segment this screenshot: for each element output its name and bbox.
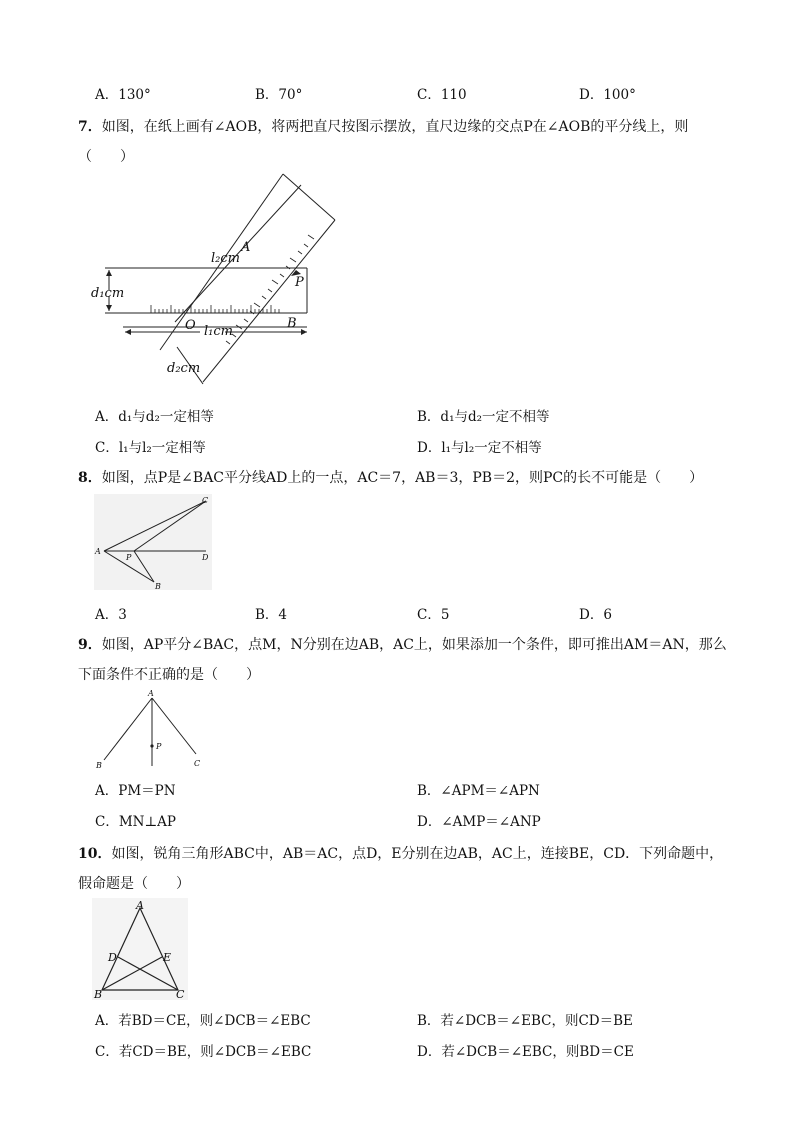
q10-label-b: B [94,988,103,1000]
q9-stem-line1: 9．如图，AP平分∠BAC，点M，N分别在边AB，AC上，如果添加一个条件，即可推出AM＝AN，那么 [78,637,727,653]
q7-option-d: D．l₁与l₂一定不相等 [417,440,542,456]
q7-option-b: B．d₁与d₂一定不相等 [417,409,550,425]
q10-label-d: D [108,951,117,964]
q8-label-a: A [95,547,101,556]
q6-option-b: B．70° [255,87,303,103]
q7-label-b: B [287,316,297,331]
q9-option-d: D．∠AMP＝∠ANP [417,814,541,830]
q8-option-a: A．3 [95,607,127,623]
q10-figure [92,898,188,1000]
q7-stem-line1: 7．如图，在纸上画有∠AOB，将两把直尺按图示摆放，直尺边缘的交点P在∠AOB的平分线上，则 [78,119,689,135]
q7-label-p: P [295,275,304,290]
q8-stem-line1: 8．如图，点P是∠BAC平分线AD上的一点，AC＝7，AB＝3，PB＝2，则PC的长不可能是（ ） [78,470,704,486]
q6-option-d: D．100° [579,87,636,103]
q8-option-b: B．4 [255,607,288,623]
q6-option-a: A．130° [95,87,151,103]
q9-option-b: B．∠APM＝∠APN [417,783,540,799]
q8-label-c: C [202,496,209,505]
q10-label-a: A [136,899,144,912]
q8-label-p: P [126,553,132,562]
q10-stem-line1: 10．如图，锐角三角形ABC中，AB＝AC，点D，E分别在边AB，AC上，连接BE，CD．下列命题中， [78,846,724,862]
q7-label-d1: d₁cm [91,286,125,301]
q9-figure [94,690,206,772]
q7-option-a: A．d₁与d₂一定相等 [95,409,214,425]
q9-option-c: C．MN⊥AP [95,814,177,830]
q7-label-l2: l₂cm [211,251,240,266]
q7-option-c: C．l₁与l₂一定相等 [95,440,206,456]
q7-stem-line2: （ ） [78,149,134,165]
q10-stem-line2: 假命题是（ ） [78,876,190,892]
q9-label-p: P [156,742,162,751]
q10-option-a: A．若BD＝CE，则∠DCB＝∠EBC [95,1013,311,1029]
q8-figure [94,494,212,590]
q8-option-d: D．6 [579,607,612,623]
q10-option-c: C．若CD＝BE，则∠DCB＝∠EBC [95,1044,312,1060]
q10-label-c: C [176,988,185,1000]
q9-option-a: A．PM＝PN [95,783,176,799]
q10-option-b: B．若∠DCB＝∠EBC，则CD＝BE [417,1013,633,1029]
q7-label-l1: l₁cm [204,324,233,339]
q8-label-b: B [155,582,161,590]
q7-label-o: O [185,318,196,333]
q10-option-d: D．若∠DCB＝∠EBC，则BD＝CE [417,1044,634,1060]
q7-figure [85,172,345,392]
q9-label-b: B [96,761,102,770]
q9-stem-line2: 下面条件不正确的是（ ） [78,667,260,683]
q6-option-c: C．110 [417,87,467,103]
q7-label-d2: d₂cm [167,361,201,376]
q8-label-d: D [202,553,209,562]
q9-label-a: A [148,690,154,698]
q7-label-a: A [241,240,251,255]
q8-option-c: C．5 [417,607,450,623]
q9-label-c: C [194,759,201,768]
q10-label-e: E [163,951,172,964]
